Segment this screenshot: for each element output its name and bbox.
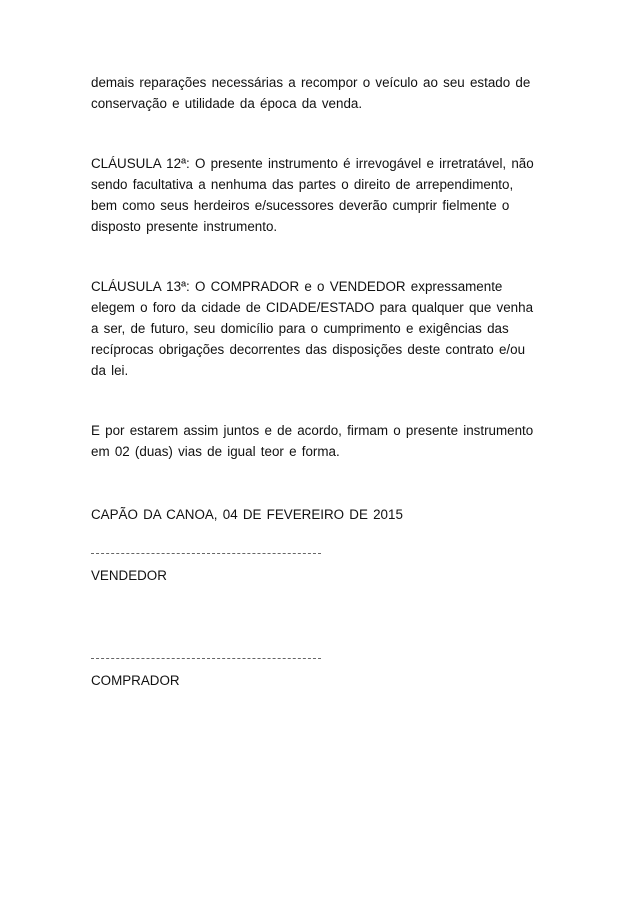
text-line: recíprocas obrigações decorrentes das disposições deste contrato e/ou [91,342,526,357]
paragraph-agreement [91,420,551,462]
text-line: demais reparações necessárias a recompor o veículo ao seu estado de [91,75,531,90]
text-line: conservação e utilidade da época da venda. [91,96,363,111]
text-line: CLÁUSULA 13ª: O COMPRADOR e o VENDEDOR expressamente [91,279,503,294]
text-line: bem como seus herdeiros e/sucessores deverão cumprir fielmente o [91,198,510,213]
paragraph-clause-12 [91,153,551,237]
text-line: elegem o foro da cidade de CIDADE/ESTADO para qualquer que venha [91,300,534,315]
buyer-signature-line [91,658,321,659]
text-line: CLÁUSULA 12ª: O presente instrumento é irrevogável e irretratável, não [91,156,534,171]
place-and-date [91,504,551,525]
text-line: sendo facultativa a nenhuma das partes o direito de arrependimento, [91,177,514,192]
text-line: E por estarem assim juntos e de acordo, firmam o presente instrumento [91,423,534,438]
text-line: da lei. [91,363,129,378]
text-line: CAPÃO DA CANOA, 04 DE FEVEREIRO DE 2015 [91,507,403,522]
text-line: em 02 (duas) vias de igual teor e forma. [91,444,340,459]
buyer-signature-label: COMPRADOR [91,673,180,688]
document-body [91,72,551,525]
text-line: a ser, de futuro, seu domicílio para o cumprimento e exigências das [91,321,509,336]
seller-signature-label: VENDEDOR [91,568,167,583]
paragraph-clause-13 [91,276,551,381]
seller-signature-line [91,553,321,554]
text-line: disposto presente instrumento. [91,219,278,234]
paragraph-vehicle-repairs [91,72,551,114]
